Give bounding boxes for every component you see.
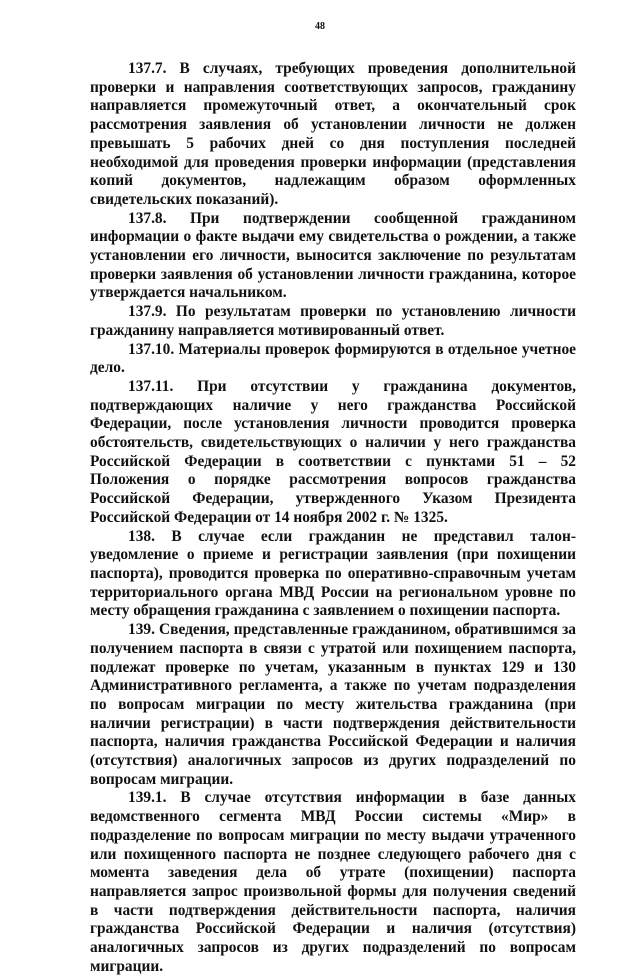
paragraph-137-7: 137.7. В случаях, требующих проведения дополнительной проверки и направления соответствующих запросов, гражданину направляется промежуточный ответ, а окончательный срок рассмотрения заявления об установлении личности не должен превышать 5 рабочих дней со дня поступления последней необходимой для проведения проверки информации (представления копий документов, надлежащим образом оформленных свидетельских показаний). xyxy=(90,60,576,208)
paragraph-138: 138. В случае если гражданин не представил талон-уведомление о приеме и регистрации заявления (при похищении паспорта), проводится проверка по оперативно-справочным учетам территориального органа МВД России на региональном уровне по месту обращения гражданина с заявлением о похищении паспорта. xyxy=(90,527,576,620)
paragraph-137-11: 137.11. При отсутствии у гражданина документов, подтверждающих наличие у него гражданства Российской Федерации, после установления личности проводится проверка обстоятельств, свидетельствующих о наличии у него гражданства Российской Федерации в соответствии с пунктами 51 – 52 Положения о порядке рассмотрения вопросов гражданства Российской Федерации, утвержденного Указом Президента Российской Федерации от 14 ноября 2002 г. № 1325. xyxy=(90,377,576,526)
paragraph-139-1: 139.1. В случае отсутствия информации в базе данных ведомственного сегмента МВД России системы «Мир» в подразделение по вопросам миграции по месту выдачи утраченного или похищенного паспорта не позднее следующего рабочего дня с момента заведения дела об утрате (похищении) паспорта направляется запрос произвольной формы для получения сведений в части подтверждения действительности паспорта, наличия гражданства Российской Федерации и наличия (отсутствия) аналогичных запросов из других подразделений по вопросам миграции. xyxy=(90,789,576,975)
paragraph-139: 139. Сведения, представленные гражданином, обратившимся за получением паспорта в связи с утратой или похищением паспорта, подлежат проверке по учетам, указанным в пунктах 129 и 130 Административного регламента, а также по учетам подразделения по вопросам миграции по месту жительства гражданина (при наличии регистрации) в части подтверждения действительности паспорта, наличия гражданства Российской Федерации и наличия (отсутствия) аналогичных запросов из других подразделений по вопросам миграции. xyxy=(90,621,576,788)
paragraph-137-9: 137.9. По результатам проверки по установлению личности гражданину направляется мотивированный ответ. xyxy=(90,303,576,339)
page-number: 48 xyxy=(315,21,325,32)
paragraph-137-10: 137.10. Материалы проверок формируются в отдельное учетное дело. xyxy=(90,340,576,377)
paragraph-137-8: 137.8. При подтверждении сообщенной гражданином информации о факте выдачи ему свидетельства о рождении, а также установлении его личности, выносится заключение по результатам проверки заявления об установлении личности гражданина, которое утверждается начальником. xyxy=(90,209,576,302)
document-body xyxy=(90,60,576,976)
